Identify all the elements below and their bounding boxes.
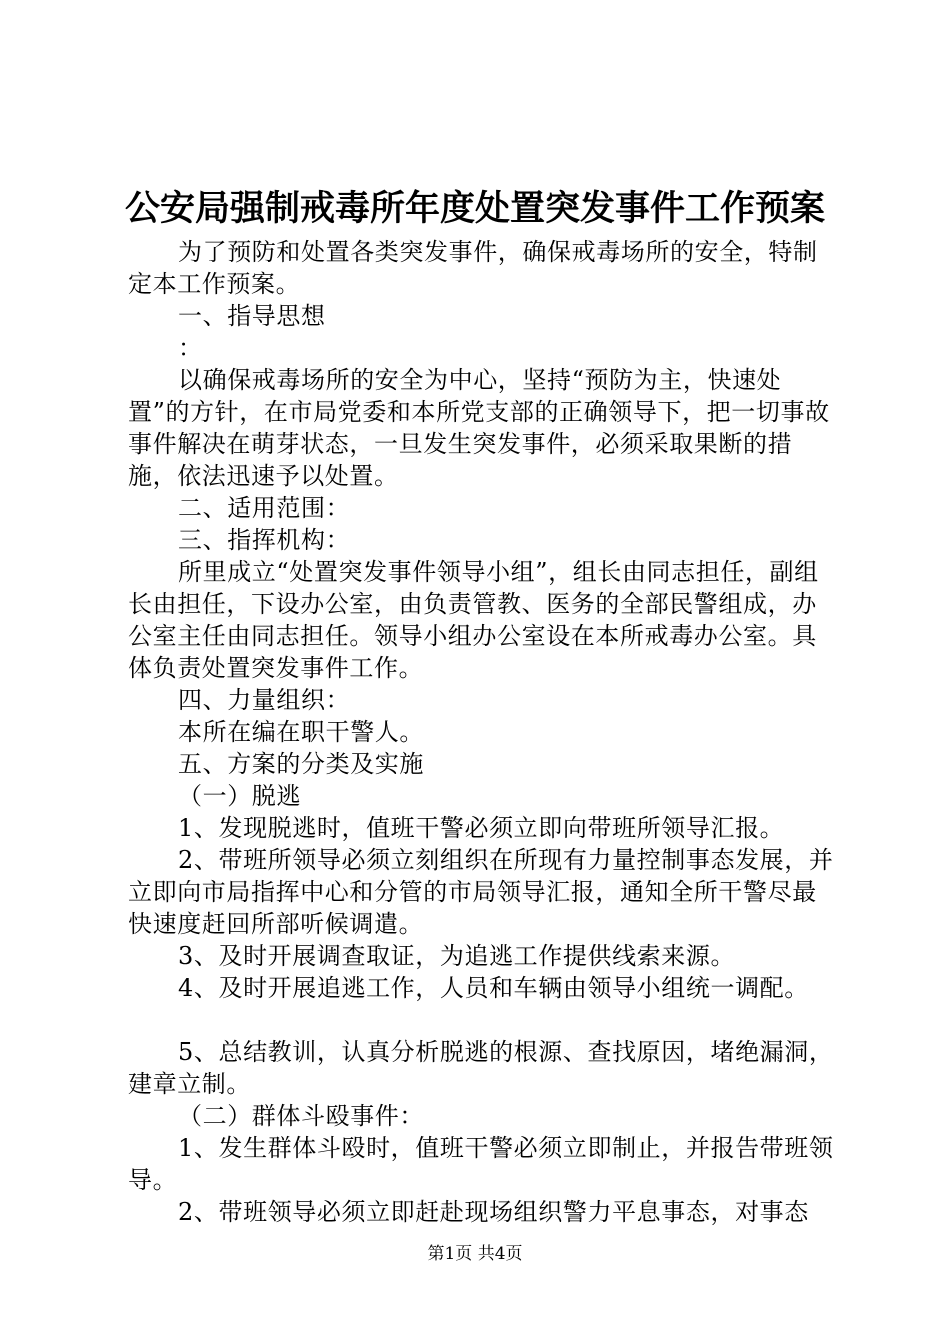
paragraph-escape-4: 4、及时开展追逃工作，人员和车辆由领导小组统一调配。 <box>178 974 809 1002</box>
paragraph-escape-5: 5、总结教训，认真分析脱逃的根源、查找原因，堵绝漏洞，建章立制。 <box>128 1038 834 1098</box>
paragraph-intro: 为了预防和处置各类突发事件，确保戒毒场所的安全，特制定本工作预案。 <box>128 238 818 298</box>
paragraph-fight-2: 2、带班领导必须立即赶赴现场组织警力平息事态，对事态 <box>178 1198 809 1226</box>
paragraph-escape-1: 1、发现脱逃时，值班干警必须立即向带班所领导汇报。 <box>178 814 785 842</box>
paragraph-colon: ： <box>178 334 203 362</box>
subheading-fight: （二）群体斗殴事件： <box>178 1102 424 1130</box>
paragraph-command-content: 所里成立“处置突发事件领导小组”，组长由同志担任，副组长由担任，下设办公室，由负责管教、医务的全部民警组成，办公室主任由同志担任。领导小组办公室设在本所戒毒办公室。具体负责处置突发事件工作。 <box>128 558 819 682</box>
paragraph-fight-1: 1、发生群体斗殴时，值班干警必须立即制止，并报告带班领导。 <box>128 1134 834 1194</box>
paragraph-force-content: 本所在编在职干警人。 <box>178 718 424 746</box>
heading-plan: 五、方案的分类及实施 <box>178 750 424 778</box>
heading-scope: 二、适用范围： <box>178 494 351 522</box>
heading-guiding-thought: 一、指导思想 <box>178 302 326 330</box>
paragraph-guiding-content: 以确保戒毒场所的安全为中心，坚持“预防为主，快速处置”的方针，在市局党委和本所党支部的正确领导下，把一切事故事件解决在萌芽状态，一旦发生突发事件，必须采取果断的措施，依法迅速予以处置。 <box>128 366 830 490</box>
page-number: 第1页 共4页 <box>427 1244 523 1264</box>
blank-line <box>128 1004 834 1036</box>
heading-command: 三、指挥机构： <box>178 526 351 554</box>
heading-force: 四、力量组织： <box>178 686 351 714</box>
document-body <box>128 236 834 1228</box>
paragraph-escape-3: 3、及时开展调查取证，为追逃工作提供线索来源。 <box>178 942 736 970</box>
paragraph-escape-2: 2、带班所领导必须立刻组织在所现有力量控制事态发展，并立即向市局指挥中心和分管的市局领导汇报，通知全所干警尽最快速度赶回所部听候调遣。 <box>128 846 834 938</box>
document-title: 公安局强制戒毒所年度处置突发事件工作预案 <box>124 188 825 229</box>
subheading-escape: （一）脱逃 <box>178 782 301 810</box>
